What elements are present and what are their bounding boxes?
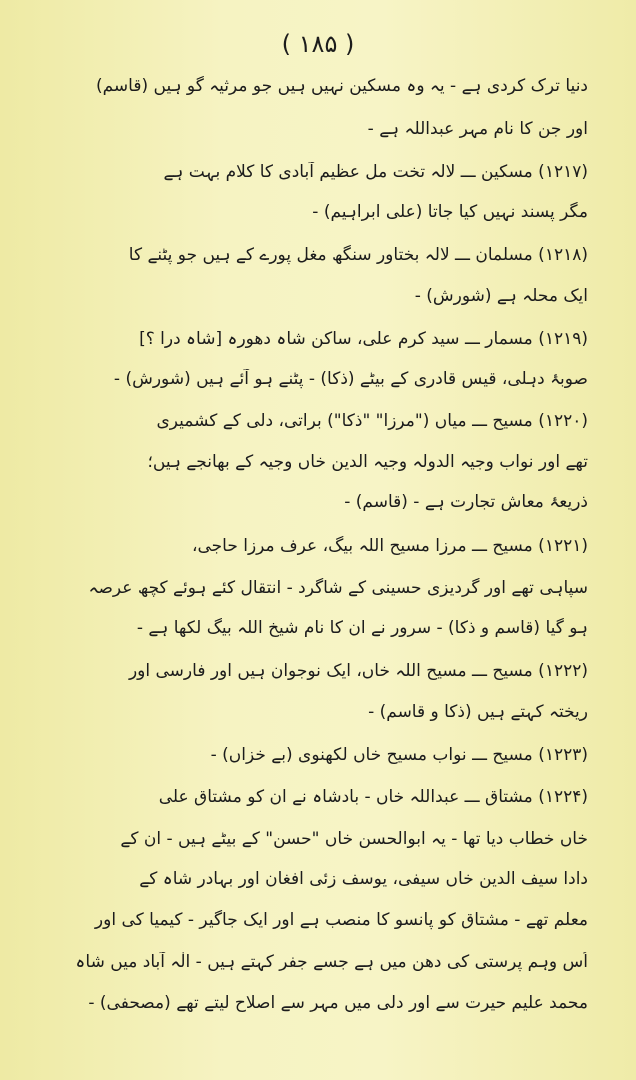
text-line: صوبۂ دہلی، قیس قادری کے بیٹے (ذکا) - پٹنے ہو آئے ہیں (شورش) -	[113, 369, 588, 389]
text-line: ریختہ کہتے ہیں (ذکا و قاسم) -	[368, 702, 588, 722]
text-line: ایک محلہ ہے (شورش) -	[414, 286, 588, 306]
text-line: (۱۲۱۷) مسکین ـــ لالہ تخت مل عظیم آبادی کا کلام بہت ہے	[163, 162, 588, 182]
text-line: (۱۲۲۱) مسیح ـــ مرزا مسیح اللہ بیگ، عرف مرزا حاجی،	[191, 536, 588, 556]
text-line: ذریعۂ معاش تجارت ہے - (قاسم) -	[344, 492, 588, 512]
text-line: (۱۲۲۰) مسیح ـــ میاں ("مرزا" "ذکا") براتی، دلی کے کشمیری	[156, 411, 588, 431]
text-line: سپاہی تھے اور گردیزی حسینی کے شاگرد - انتقال کئے ہوئے کچھ عرصہ	[88, 578, 588, 598]
text-line: (۱۲۲۲) مسیح ـــ مسیح اللہ خاں، ایک نوجوان ہیں اور فارسی اور	[128, 661, 588, 681]
text-line: مگر پسند نہیں کیا جاتا (علی ابراہیم) -	[312, 202, 588, 222]
text-line: خاں خطاب دیا تھا - یہ ابوالحسن خاں "حسن" کے بیٹے ہیں - ان کے	[120, 829, 588, 849]
text-line: دنیا ترک کردی ہے - یہ وہ مسکین نہیں ہیں جو مرثیہ گو ہیں (قاسم)	[95, 76, 588, 96]
text-line: اُس وہم پرستی کی دھن میں ہے جسے جفر کہتے ہیں - الٰہ آباد میں شاہ	[75, 952, 588, 972]
text-line: تھے اور نواب وجیہ الدولہ وجیہ الدین خاں وجیہ کے بھانجے ہیں؛	[147, 452, 588, 472]
text-line: اور جن کا نام مہر عبداللہ ہے -	[367, 119, 588, 139]
body-text	[58, 76, 588, 1013]
text-line: ہو گیا (قاسم و ذکا) - سرور نے ان کا نام شیخ اللہ بیگ لکھا ہے -	[136, 618, 588, 638]
page-number: ( ۱۸۵ )	[281, 30, 355, 58]
text-line: (۱۲۱۸) مسلمان ـــ لالہ بختاور سنگھ مغل پورے کے ہیں جو پٹنے کا	[128, 245, 588, 265]
text-line: (۱۲۱۹) مسمار ـــ سید کرم علی، ساکن شاہ دھورہ [شاہ درا ؟]	[139, 329, 588, 349]
text-line: (۱۲۲۴) مشتاق ـــ عبداللہ خاں - بادشاہ نے ان کو مشتاق علی	[158, 787, 588, 807]
text-line: محمد علیم حیرت سے اور دلی میں مہر سے اصلاح لیتے تھے (مصحفی) -	[88, 993, 588, 1013]
text-line: (۱۲۲۳) مسیح ـــ نواب مسیح خاں لکھنوی (بے خزاں) -	[210, 745, 588, 765]
text-line: دادا سیف الدین خاں سیفی، یوسف زئی افغان اور بہادر شاہ کے	[139, 869, 588, 889]
text-line: معلم تھے - مشتاق کو پانسو کا منصب ہے اور ایک جاگیر - کیمیا کی اور	[94, 910, 588, 930]
